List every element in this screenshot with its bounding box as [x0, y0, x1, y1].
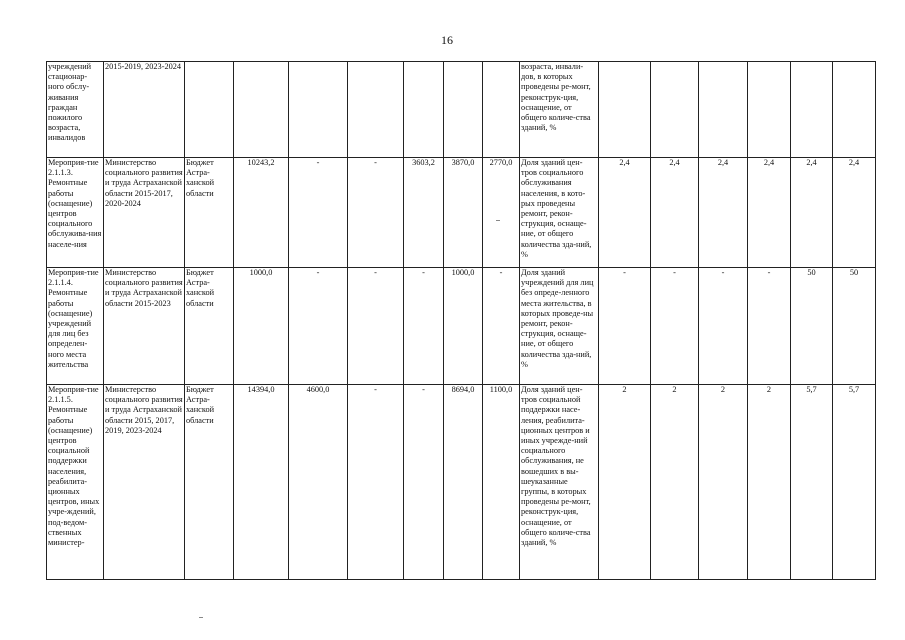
table-row — [47, 385, 876, 580]
funding-cell: - — [404, 385, 444, 580]
funding-cell — [289, 62, 348, 158]
funding-cell: - — [404, 268, 444, 385]
table-row — [47, 268, 876, 385]
funding-total-cell: 10243,2 — [234, 158, 289, 268]
funding-cell: - — [348, 385, 404, 580]
scan-speck — [199, 617, 203, 618]
indicator-cell: Доля зданий учреждений для лиц без опреде-ленного места жительства, в которых проведе-ны ремонт, рекон-струкция, оснаще-ние, от общего количества зда-ний, % — [520, 268, 599, 385]
indicator-value-cell: 2,4 — [748, 158, 791, 268]
indicator-cell: возраста, инвали-дов, в которых проведены ре-монт, реконструк-ция, оснащение, от общего количе-ства зданий, % — [520, 62, 599, 158]
funding-total-cell: 1000,0 — [234, 268, 289, 385]
funding-total-cell: 14394,0 — [234, 385, 289, 580]
indicator-value-cell: 2,4 — [699, 158, 748, 268]
indicator-value-cell: 2,4 — [599, 158, 651, 268]
table-row — [47, 158, 876, 268]
funding-total-cell — [234, 62, 289, 158]
indicator-value-cell: 2,4 — [651, 158, 699, 268]
indicator-value-cell — [791, 62, 833, 158]
indicator-value-cell: 50 — [833, 268, 876, 385]
funding-cell — [444, 62, 483, 158]
indicator-value-cell: 5,7 — [833, 385, 876, 580]
indicator-value-cell: - — [651, 268, 699, 385]
program-table — [46, 61, 876, 580]
indicator-value-cell: - — [599, 268, 651, 385]
source-cell: Бюджет Астра-ханской области — [185, 158, 234, 268]
indicator-value-cell: - — [699, 268, 748, 385]
funding-cell: - — [289, 268, 348, 385]
indicator-value-cell — [651, 62, 699, 158]
measure-cell: Мероприя-тие 2.1.1.3. Ремонтные работы (оснащение) центров социального обслужива-ния населе-ния — [47, 158, 104, 268]
table-row — [47, 62, 876, 158]
indicator-cell: Доля зданий цен-тров социального обслуживания населения, в кото-рых проведены ремонт, рекон-струкция, оснаще-ние, от общего количества зда-ний, % — [520, 158, 599, 268]
funding-cell: - — [348, 268, 404, 385]
funding-cell: - — [289, 158, 348, 268]
funding-cell — [404, 62, 444, 158]
source-cell — [185, 62, 234, 158]
funding-cell: 4600,0 — [289, 385, 348, 580]
indicator-value-cell: 2 — [748, 385, 791, 580]
measure-cell: учреждений стационар-ного обслу-живания граждан пожилого возраста, инвалидов — [47, 62, 104, 158]
executor-cell: 2015-2019, 2023-2024 — [104, 62, 185, 158]
indicator-value-cell: 2 — [651, 385, 699, 580]
funding-cell: 1000,0 — [444, 268, 483, 385]
scan-speck — [496, 220, 500, 221]
funding-cell: 1100,0 — [483, 385, 520, 580]
indicator-value-cell: 50 — [791, 268, 833, 385]
indicator-value-cell: 2,4 — [791, 158, 833, 268]
executor-cell: Министерство социального развития и труда Астраханской области 2015-2023 — [104, 268, 185, 385]
indicator-value-cell — [599, 62, 651, 158]
measure-cell: Мероприя-тие 2.1.1.4. Ремонтные работы (оснащение) учреждений для лиц без определен-ного места жительства — [47, 268, 104, 385]
indicator-value-cell — [833, 62, 876, 158]
source-cell: Бюджет Астра-ханской области — [185, 385, 234, 580]
funding-cell — [348, 62, 404, 158]
indicator-value-cell: 5,7 — [791, 385, 833, 580]
funding-cell: 8694,0 — [444, 385, 483, 580]
indicator-value-cell: - — [748, 268, 791, 385]
funding-cell: - — [483, 268, 520, 385]
indicator-value-cell: 2 — [699, 385, 748, 580]
funding-cell: 3870,0 — [444, 158, 483, 268]
indicator-value-cell: 2,4 — [833, 158, 876, 268]
source-cell: Бюджет Астра-ханской области — [185, 268, 234, 385]
executor-cell: Министерство социального развития и труда Астраханской области 2015-2017, 2020-2024 — [104, 158, 185, 268]
funding-cell — [483, 62, 520, 158]
funding-cell: 3603,2 — [404, 158, 444, 268]
page-number: 16 — [441, 33, 453, 47]
indicator-value-cell — [699, 62, 748, 158]
funding-cell: 2770,0 — [483, 158, 520, 268]
indicator-cell: Доля зданий цен-тров социальной поддержки насе-ления, реабилита-ционных центров и иных учрежде-ний социального обслуживания, не вошедших в вы-шеуказанные группы, в которых проведены ре-монт, реконструк-ция, оснащение, от общего количе-ства зданий, % — [520, 385, 599, 580]
measure-cell: Мероприя-тие 2.1.1.5. Ремонтные работы (оснащение) центров социальной поддержки населения, реабилита-ционных центров, иных учре-ждений, под-ведом-ственных министер- — [47, 385, 104, 580]
funding-cell: - — [348, 158, 404, 268]
indicator-value-cell: 2 — [599, 385, 651, 580]
executor-cell: Министерство социального развития и труда Астраханской области 2015, 2017, 2019, 2023-2024 — [104, 385, 185, 580]
indicator-value-cell — [748, 62, 791, 158]
